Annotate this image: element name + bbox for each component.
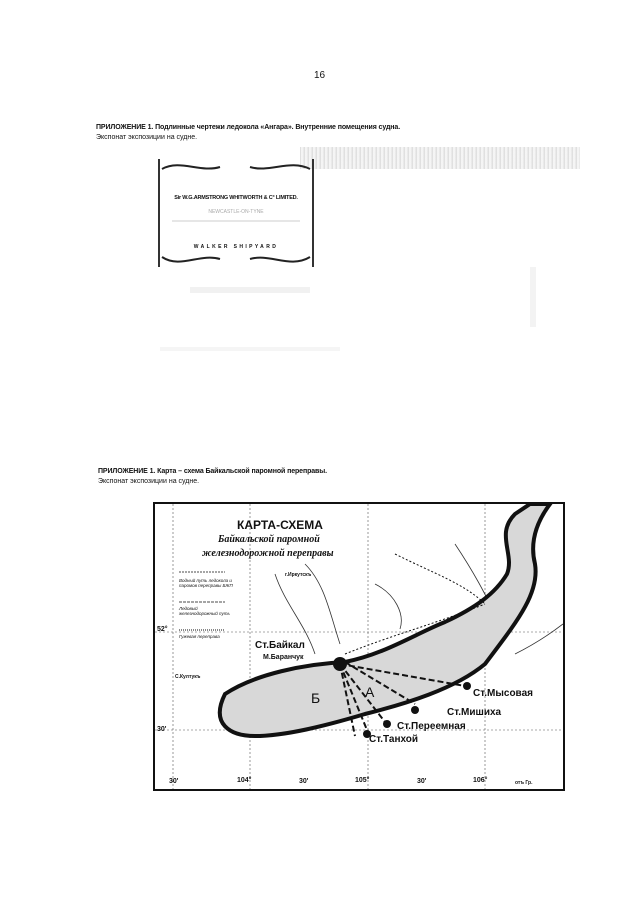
lon-label: 104° bbox=[237, 777, 252, 784]
city-irkutsk: г.Иркутскъ bbox=[285, 572, 312, 578]
map-subtitle-1: Байкальской паромной bbox=[218, 534, 320, 545]
map-subtitle-2: железнодорожной переправы bbox=[202, 548, 334, 559]
route-letter-a: А bbox=[365, 684, 375, 700]
caption-drawings-title: ПРИЛОЖЕНИЕ 1. Подлинные чертежи ледокола «Ангара». Внутренние помещения судна. bbox=[96, 124, 401, 131]
page-number: 16 bbox=[313, 70, 326, 81]
lon-label: 30' bbox=[299, 778, 309, 785]
legend-ice-railway: Ледовый железнодорожный путь bbox=[179, 606, 230, 616]
station-baranchuk: М.Баранчук bbox=[263, 654, 304, 661]
map-title: КАРТА-СХЕМА bbox=[237, 518, 323, 532]
station-pereemnaya: Ст.Переемная bbox=[397, 721, 466, 732]
scan-noise bbox=[190, 287, 310, 293]
legend-horse-crossing: Гужевая переправа bbox=[179, 634, 220, 639]
builder-plate bbox=[158, 159, 314, 267]
plate-yard: WALKER SHIPYARD bbox=[193, 244, 279, 250]
caption-drawings bbox=[96, 123, 556, 143]
route-letter-b: Б bbox=[311, 690, 321, 706]
scan-noise bbox=[160, 347, 340, 351]
city-kultuk: С.Култукъ bbox=[175, 674, 201, 680]
caption-map bbox=[98, 467, 558, 487]
plate-maker: Sir W.G.ARMSTRONG WHITWORTH & C° LIMITED. bbox=[174, 195, 298, 201]
lon-label: 30' bbox=[417, 778, 427, 785]
station-tankhoy: Ст.Танхой bbox=[369, 734, 419, 745]
lon-origin-label: отъ Гр. bbox=[515, 780, 533, 786]
lon-label: 105° bbox=[355, 777, 370, 784]
drawing-photo bbox=[150, 147, 580, 442]
lat-label: 30' bbox=[157, 726, 167, 733]
legend-water-route: Водный путь ледокола и паромов переправы БЖП bbox=[179, 578, 233, 588]
caption-map-note: Экспонат экспозиции на судне. bbox=[98, 478, 200, 485]
lat-label: 52° bbox=[157, 626, 168, 633]
baikal-ferry-map bbox=[153, 502, 565, 791]
plate-city: NEWCASTLE-ON-TYNE bbox=[208, 209, 264, 215]
station-mysovaya: Ст.Мысовая bbox=[473, 688, 533, 699]
scan-noise bbox=[530, 267, 536, 327]
scan-noise bbox=[300, 147, 580, 169]
station-baikal: Ст.Байкал bbox=[255, 640, 305, 651]
caption-map-title: ПРИЛОЖЕНИЕ 1. Карта – схема Байкальской паромной переправы. bbox=[98, 468, 327, 475]
lon-label: 30' bbox=[169, 778, 179, 785]
caption-drawings-note: Экспонат экспозиции на судне. bbox=[96, 134, 198, 141]
station-mishikha: Ст.Мишиха bbox=[447, 707, 502, 718]
map-drawing bbox=[155, 504, 563, 789]
lon-label: 106° bbox=[473, 777, 488, 784]
